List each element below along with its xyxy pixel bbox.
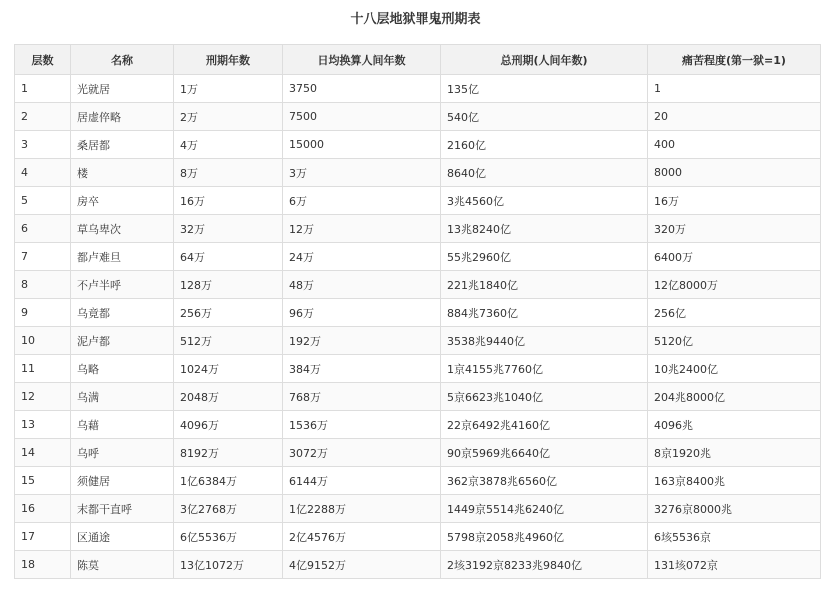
table-row (15, 411, 821, 439)
cell-total-human-years: 1449京5514兆6240亿 (441, 495, 648, 523)
cell-total-human-years: 2垓3192京8233兆9840亿 (441, 551, 648, 579)
header-sentence-years: 刑期年数 (174, 45, 283, 75)
cell-total-human-years: 3兆4560亿 (441, 187, 648, 215)
cell-name: 都卢难旦 (71, 243, 174, 271)
cell-name: 居虚倅略 (71, 103, 174, 131)
table-row (15, 327, 821, 355)
table-row (15, 467, 821, 495)
cell-name: 房卒 (71, 187, 174, 215)
cell-total-human-years: 5798京2058兆4960亿 (441, 523, 648, 551)
cell-pain-level: 5120亿 (648, 327, 821, 355)
header-name: 名称 (71, 45, 174, 75)
cell-total-human-years: 13兆8240亿 (441, 215, 648, 243)
table-row (15, 159, 821, 187)
cell-daily-human-years: 48万 (283, 271, 441, 299)
table-row (15, 103, 821, 131)
table-row (15, 215, 821, 243)
cell-name: 末都干直呼 (71, 495, 174, 523)
cell-name: 泥卢都 (71, 327, 174, 355)
cell-name: 光就居 (71, 75, 174, 103)
cell-pain-level: 10兆2400亿 (648, 355, 821, 383)
cell-level: 6 (15, 215, 71, 243)
cell-total-human-years: 135亿 (441, 75, 648, 103)
cell-name: 乌满 (71, 383, 174, 411)
cell-total-human-years: 8640亿 (441, 159, 648, 187)
cell-level: 14 (15, 439, 71, 467)
table-row (15, 299, 821, 327)
cell-pain-level: 8京1920兆 (648, 439, 821, 467)
cell-pain-level: 8000 (648, 159, 821, 187)
table-row (15, 271, 821, 299)
cell-level: 5 (15, 187, 71, 215)
cell-sentence-years: 13亿1072万 (174, 551, 283, 579)
cell-sentence-years: 4096万 (174, 411, 283, 439)
table-header-row (15, 45, 821, 75)
cell-level: 8 (15, 271, 71, 299)
cell-pain-level: 6400万 (648, 243, 821, 271)
table-row (15, 523, 821, 551)
cell-daily-human-years: 6万 (283, 187, 441, 215)
cell-sentence-years: 1024万 (174, 355, 283, 383)
cell-name: 陈莫 (71, 551, 174, 579)
cell-name: 乌略 (71, 355, 174, 383)
cell-sentence-years: 32万 (174, 215, 283, 243)
cell-sentence-years: 8192万 (174, 439, 283, 467)
table-row (15, 439, 821, 467)
cell-daily-human-years: 15000 (283, 131, 441, 159)
table-row (15, 243, 821, 271)
cell-level: 15 (15, 467, 71, 495)
cell-sentence-years: 2万 (174, 103, 283, 131)
cell-daily-human-years: 768万 (283, 383, 441, 411)
cell-pain-level: 12亿8000万 (648, 271, 821, 299)
cell-total-human-years: 1京4155兆7760亿 (441, 355, 648, 383)
cell-level: 3 (15, 131, 71, 159)
cell-total-human-years: 55兆2960亿 (441, 243, 648, 271)
cell-level: 12 (15, 383, 71, 411)
cell-pain-level: 4096兆 (648, 411, 821, 439)
table-row (15, 551, 821, 579)
cell-daily-human-years: 3072万 (283, 439, 441, 467)
header-pain-level: 痛苦程度(第一狱=1) (648, 45, 821, 75)
cell-name: 不卢半呼 (71, 271, 174, 299)
cell-name: 须健居 (71, 467, 174, 495)
cell-pain-level: 204兆8000亿 (648, 383, 821, 411)
cell-total-human-years: 22京6492兆4160亿 (441, 411, 648, 439)
cell-daily-human-years: 384万 (283, 355, 441, 383)
cell-total-human-years: 2160亿 (441, 131, 648, 159)
cell-name: 楼 (71, 159, 174, 187)
cell-sentence-years: 1亿6384万 (174, 467, 283, 495)
cell-level: 1 (15, 75, 71, 103)
cell-level: 7 (15, 243, 71, 271)
cell-daily-human-years: 192万 (283, 327, 441, 355)
header-total-human-years: 总刑期(人间年数) (441, 45, 648, 75)
table-row (15, 75, 821, 103)
cell-name: 乌呼 (71, 439, 174, 467)
cell-level: 9 (15, 299, 71, 327)
cell-sentence-years: 256万 (174, 299, 283, 327)
cell-daily-human-years: 3750 (283, 75, 441, 103)
cell-total-human-years: 362京3878兆6560亿 (441, 467, 648, 495)
header-daily-human-years: 日均换算人间年数 (283, 45, 441, 75)
cell-sentence-years: 128万 (174, 271, 283, 299)
cell-pain-level: 6垓5536京 (648, 523, 821, 551)
cell-level: 13 (15, 411, 71, 439)
cell-daily-human-years: 7500 (283, 103, 441, 131)
cell-sentence-years: 4万 (174, 131, 283, 159)
cell-daily-human-years: 4亿9152万 (283, 551, 441, 579)
cell-total-human-years: 3538兆9440亿 (441, 327, 648, 355)
hell-sentence-table (14, 44, 821, 579)
cell-name: 草乌卑次 (71, 215, 174, 243)
cell-pain-level: 20 (648, 103, 821, 131)
page-title: 十八层地狱罪鬼刑期表 (350, 12, 481, 27)
cell-name: 乌藉 (71, 411, 174, 439)
cell-pain-level: 1 (648, 75, 821, 103)
cell-name: 乌竟都 (71, 299, 174, 327)
cell-total-human-years: 884兆7360亿 (441, 299, 648, 327)
cell-pain-level: 400 (648, 131, 821, 159)
table-body (15, 75, 821, 579)
cell-level: 17 (15, 523, 71, 551)
cell-sentence-years: 64万 (174, 243, 283, 271)
cell-level: 11 (15, 355, 71, 383)
cell-pain-level: 16万 (648, 187, 821, 215)
cell-daily-human-years: 24万 (283, 243, 441, 271)
cell-sentence-years: 16万 (174, 187, 283, 215)
cell-pain-level: 256亿 (648, 299, 821, 327)
cell-sentence-years: 8万 (174, 159, 283, 187)
table-row (15, 495, 821, 523)
table-row (15, 131, 821, 159)
cell-sentence-years: 3亿2768万 (174, 495, 283, 523)
cell-daily-human-years: 1536万 (283, 411, 441, 439)
cell-name: 区通途 (71, 523, 174, 551)
cell-level: 16 (15, 495, 71, 523)
cell-pain-level: 163京8400兆 (648, 467, 821, 495)
cell-daily-human-years: 1亿2288万 (283, 495, 441, 523)
cell-pain-level: 3276京8000兆 (648, 495, 821, 523)
cell-daily-human-years: 2亿4576万 (283, 523, 441, 551)
cell-sentence-years: 512万 (174, 327, 283, 355)
cell-daily-human-years: 12万 (283, 215, 441, 243)
table-row (15, 355, 821, 383)
cell-level: 2 (15, 103, 71, 131)
header-level: 层数 (15, 45, 71, 75)
cell-total-human-years: 5京6623兆1040亿 (441, 383, 648, 411)
cell-level: 18 (15, 551, 71, 579)
cell-pain-level: 131垓072京 (648, 551, 821, 579)
cell-total-human-years: 540亿 (441, 103, 648, 131)
cell-sentence-years: 6亿5536万 (174, 523, 283, 551)
cell-name: 桑居都 (71, 131, 174, 159)
cell-level: 10 (15, 327, 71, 355)
cell-total-human-years: 90京5969兆6640亿 (441, 439, 648, 467)
cell-daily-human-years: 3万 (283, 159, 441, 187)
cell-sentence-years: 2048万 (174, 383, 283, 411)
table-row (15, 187, 821, 215)
cell-level: 4 (15, 159, 71, 187)
cell-pain-level: 320万 (648, 215, 821, 243)
table-row (15, 383, 821, 411)
cell-daily-human-years: 96万 (283, 299, 441, 327)
cell-daily-human-years: 6144万 (283, 467, 441, 495)
cell-sentence-years: 1万 (174, 75, 283, 103)
cell-total-human-years: 221兆1840亿 (441, 271, 648, 299)
